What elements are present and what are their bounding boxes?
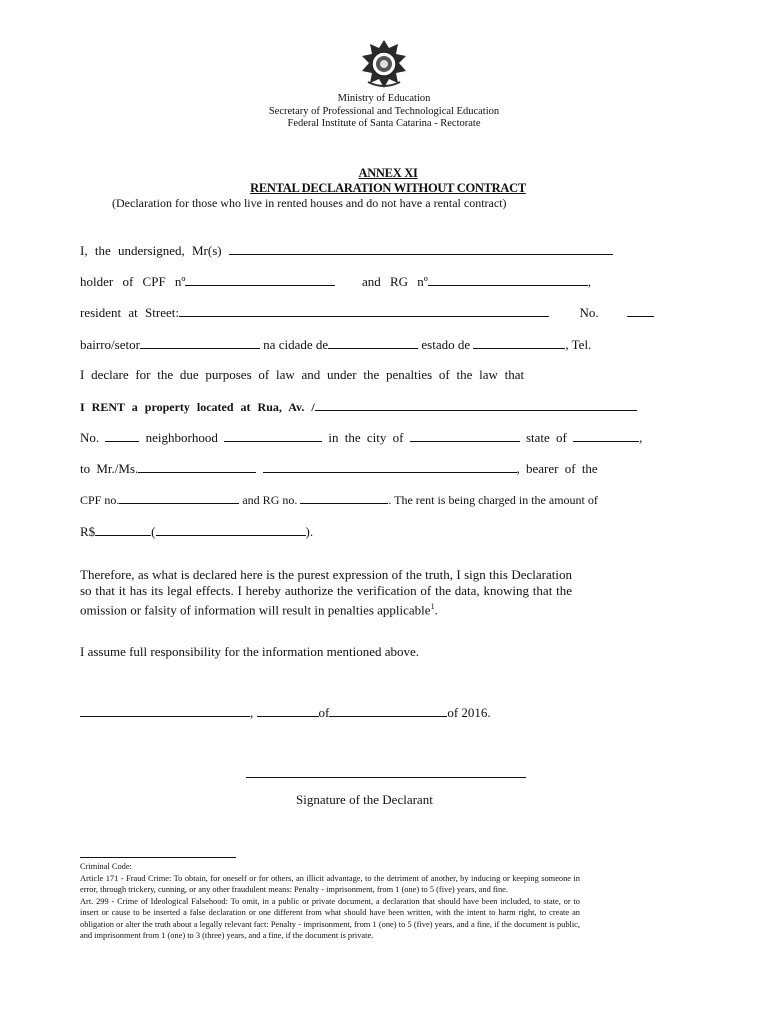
form-line-bairro bbox=[80, 336, 591, 353]
comma-state: , bbox=[639, 430, 643, 445]
label-state: state of bbox=[525, 430, 567, 445]
form-line-street bbox=[80, 304, 654, 321]
responsibility-statement: I assume full responsibility for the information mentioned above. bbox=[80, 644, 420, 659]
blank-name[interactable] bbox=[229, 242, 613, 255]
footnote-divider bbox=[80, 857, 236, 858]
form-line-undersigned bbox=[80, 242, 613, 259]
date-of: of bbox=[318, 705, 330, 720]
blank-estado[interactable] bbox=[473, 336, 565, 349]
form-line-amount bbox=[80, 523, 313, 540]
label-no: No. bbox=[579, 305, 599, 320]
comma: , bbox=[587, 274, 592, 289]
blank-bairro[interactable] bbox=[140, 336, 260, 349]
label-to-mr: to Mr./Ms. bbox=[80, 461, 139, 476]
form-line-landlord-docs bbox=[80, 491, 598, 508]
blank-neighborhood[interactable] bbox=[224, 429, 322, 442]
label-rg-no: and RG no. bbox=[242, 493, 298, 507]
truth-statement-end: . bbox=[434, 602, 438, 618]
form-line-declare bbox=[80, 367, 524, 383]
label-tel: , Tel. bbox=[565, 337, 592, 352]
label-rent-charged: . The rent is being charged in the amount of bbox=[388, 493, 598, 507]
label-neighborhood: neighborhood bbox=[145, 430, 218, 445]
ministry-name: Ministry of Education bbox=[337, 93, 431, 104]
blank-landlord-cpf[interactable] bbox=[119, 491, 239, 504]
annex-title: ANNEX XI bbox=[358, 166, 418, 180]
blank-city[interactable] bbox=[410, 429, 520, 442]
label-rs: R$ bbox=[80, 524, 96, 539]
blank-landlord-first[interactable] bbox=[138, 460, 256, 473]
label-undersigned: I, the undersigned, Mr(s) bbox=[80, 243, 222, 258]
blank-property-address[interactable] bbox=[315, 398, 637, 411]
label-cpf-no: CPF no. bbox=[80, 493, 120, 507]
declaration-title: RENTAL DECLARATION WITHOUT CONTRACT bbox=[250, 181, 526, 195]
coat-of-arms-emblem bbox=[358, 38, 410, 90]
label-no-property: No. bbox=[80, 430, 100, 445]
label-holder-cpf: holder of CPF nº bbox=[80, 274, 186, 289]
label-bearer: , bearer of the bbox=[516, 461, 598, 476]
date-comma: , bbox=[250, 705, 254, 720]
blank-property-number[interactable] bbox=[105, 429, 139, 442]
secretary-name: Secretary of Professional and Technological Education bbox=[268, 105, 500, 117]
paren-close: ). bbox=[305, 524, 314, 539]
form-line-rent bbox=[80, 398, 637, 415]
form-line-landlord bbox=[80, 460, 598, 477]
blank-street[interactable] bbox=[179, 304, 549, 317]
signature-label: Signature of the Declarant bbox=[296, 792, 433, 807]
date-year: of 2016. bbox=[447, 705, 491, 720]
label-and-rg: and RG nº bbox=[361, 274, 428, 289]
footnote-ref: 1 bbox=[430, 602, 435, 611]
form-line-cpf bbox=[80, 273, 591, 290]
label-bairro: bairro/setor bbox=[80, 337, 140, 352]
blank-cpf[interactable] bbox=[185, 273, 335, 286]
paren-open: ( bbox=[151, 524, 156, 539]
declaration-note: (Declaration for those who live in rented houses and do not have a rental contract) bbox=[112, 196, 507, 210]
blank-cidade[interactable] bbox=[328, 336, 418, 349]
institute-name: Federal Institute of Santa Catarina - Rectorate bbox=[287, 118, 481, 129]
footnotes bbox=[80, 861, 580, 942]
label-estado: estado de bbox=[421, 337, 471, 352]
form-line-location bbox=[80, 429, 642, 446]
footnote-article-171: Article 171 - Fraud Crime: To obtain, for oneself or for others, an illicit advantage, to the detriment of another, by inducing or keeping someone in error, through trickery, cunning, or any other fraudulent means: Penalty - imprisonment, from 1 (one) to 5 (five) years, and fine. bbox=[80, 873, 580, 894]
blank-rg[interactable] bbox=[428, 273, 588, 286]
blank-month[interactable] bbox=[329, 704, 447, 717]
footnote-heading: Criminal Code: bbox=[80, 862, 132, 871]
label-resident-street: resident at Street: bbox=[80, 305, 179, 320]
blank-place[interactable] bbox=[80, 704, 250, 717]
blank-amount[interactable] bbox=[95, 523, 151, 536]
document-header bbox=[0, 93, 768, 131]
label-rent-property: I RENT a property located at Rua, Av. / bbox=[80, 400, 315, 414]
blank-landlord-name[interactable] bbox=[263, 460, 517, 473]
footnote-article-299: Art. 299 - Crime of Ideological Falsehood: To omit, in a public or private document, a declaration that should have been included, to state, or to insert or cause to be inserted a false declaration or one different from what should have been written, with the intent to harm right, to create an obligation or alter the truth about a legally relevant fact: Penalty - imprisonment, from 1 (one) to 5 (five) years, and a fine, if the document is public, and imprisonment from 1 (one) to 3 (three) years, and a fine, if the document is private. bbox=[80, 896, 580, 940]
signature-line[interactable] bbox=[246, 777, 526, 778]
truth-statement-text: Therefore, as what is declared here is the purest expression of the truth, I sign this Declaration so that it has its legal effects. I hereby authorize the verification of the data, knowing that the omission or falsity of information will result in penalties applicable bbox=[80, 567, 572, 618]
blank-street-number[interactable] bbox=[627, 304, 654, 317]
blank-landlord-rg[interactable] bbox=[300, 491, 388, 504]
date-line bbox=[80, 704, 491, 721]
blank-day[interactable] bbox=[257, 704, 319, 717]
label-city: in the city of bbox=[328, 430, 404, 445]
declare-statement: I declare for the due purposes of law and under the penalties of the law that bbox=[80, 367, 525, 382]
blank-state[interactable] bbox=[573, 429, 639, 442]
label-na-cidade: na cidade de bbox=[263, 337, 329, 352]
blank-amount-words[interactable] bbox=[156, 523, 306, 536]
truth-statement bbox=[80, 567, 572, 618]
